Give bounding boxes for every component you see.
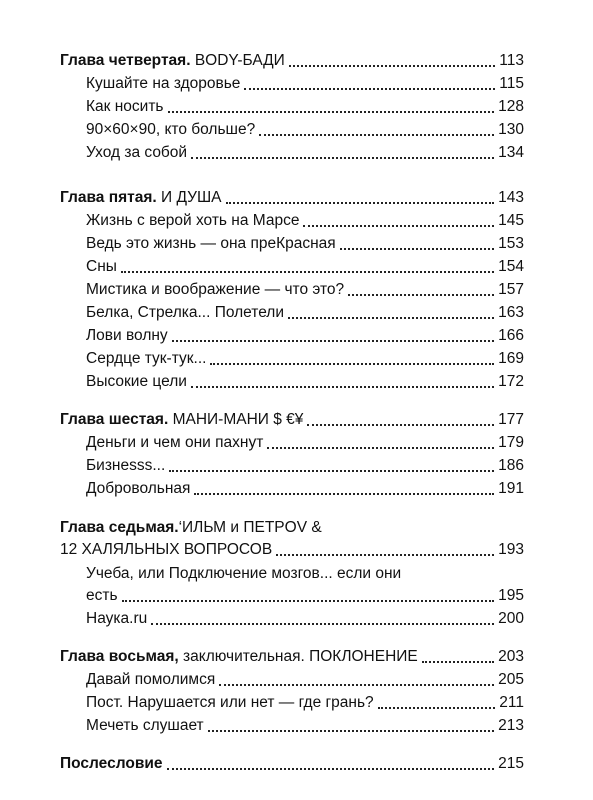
dot-leader bbox=[259, 134, 494, 136]
toc-entry[interactable] bbox=[60, 369, 524, 392]
toc-entry[interactable] bbox=[60, 94, 524, 117]
dot-leader bbox=[121, 271, 494, 273]
page-number: 154 bbox=[498, 258, 524, 275]
toc-entry[interactable] bbox=[60, 300, 524, 323]
page-number: 203 bbox=[498, 648, 524, 665]
entry-title: Добровольная bbox=[86, 480, 191, 497]
page-number: 195 bbox=[498, 587, 524, 604]
page-number: 179 bbox=[498, 434, 524, 451]
page-number: 193 bbox=[498, 541, 524, 558]
toc-entry[interactable] bbox=[60, 667, 524, 690]
dot-leader bbox=[208, 730, 494, 732]
entry-title: Как носить bbox=[86, 98, 164, 115]
entry-title: Мечеть слушает bbox=[86, 717, 204, 734]
toc-chapter-4[interactable] bbox=[60, 48, 524, 71]
entry-title: Сердце тук-тук... bbox=[86, 350, 207, 367]
page-number: 115 bbox=[499, 75, 524, 92]
entry-title: Уход за собой bbox=[86, 144, 188, 161]
toc-chapter-7-line1[interactable] bbox=[60, 514, 524, 537]
page-number: 215 bbox=[498, 755, 524, 772]
entry-title: Бизнеsss... bbox=[86, 457, 166, 474]
entry-title: Деньги и чем они пахнут bbox=[86, 434, 264, 451]
entry-title: Белка, Стрелка... Полетели bbox=[86, 304, 285, 321]
entry-title: Сны bbox=[86, 258, 117, 275]
chapter-title: заключительная. ПОКЛОНЕНИЕ bbox=[178, 648, 418, 665]
chapter-title: МАНИ-МАНИ $ €¥ bbox=[168, 411, 304, 428]
page-number: 143 bbox=[498, 189, 524, 206]
toc-entry[interactable] bbox=[60, 71, 524, 94]
dot-leader bbox=[303, 225, 494, 227]
chapter-label: Глава седьмая. bbox=[60, 519, 179, 536]
dot-leader bbox=[169, 470, 494, 472]
page-number: 166 bbox=[498, 327, 524, 344]
page-number: 200 bbox=[498, 610, 524, 627]
chapter-label: Глава восьмая, bbox=[60, 648, 179, 665]
dot-leader bbox=[307, 424, 494, 426]
toc-chapter-7[interactable] bbox=[60, 537, 524, 560]
toc-chapter-8[interactable] bbox=[60, 644, 524, 667]
page-number: 186 bbox=[498, 457, 524, 474]
dot-leader bbox=[378, 707, 496, 709]
toc-entry[interactable] bbox=[60, 690, 524, 713]
dot-leader bbox=[276, 554, 494, 556]
page-number: 177 bbox=[498, 411, 524, 428]
dot-leader bbox=[168, 111, 495, 113]
toc-entry[interactable] bbox=[60, 208, 524, 231]
page-number: 145 bbox=[498, 212, 524, 229]
dot-leader bbox=[226, 202, 495, 204]
entry-title: Жизнь с верой хоть на Марсе bbox=[86, 212, 300, 229]
dot-leader bbox=[191, 386, 494, 388]
chapter-label: Глава пятая. bbox=[60, 189, 157, 206]
entry-title: 90×60×90, кто больше? bbox=[86, 121, 256, 138]
dot-leader bbox=[122, 600, 495, 602]
dot-leader bbox=[422, 661, 494, 663]
dot-leader bbox=[191, 157, 494, 159]
entry-title: Ведь это жизнь — она преКрасная bbox=[86, 235, 336, 252]
page-number: 213 bbox=[498, 717, 524, 734]
entry-title: Кушайте на здоровье bbox=[86, 75, 241, 92]
page-number: 134 bbox=[498, 144, 524, 161]
toc-entry[interactable] bbox=[60, 277, 524, 300]
toc-entry[interactable] bbox=[60, 713, 524, 736]
toc-entry[interactable] bbox=[60, 117, 524, 140]
dot-leader bbox=[194, 493, 494, 495]
dot-leader bbox=[210, 363, 494, 365]
entry-title: Высокие цели bbox=[86, 373, 187, 390]
page-number: 157 bbox=[498, 281, 524, 298]
toc-entry[interactable] bbox=[60, 323, 524, 346]
spacer bbox=[60, 736, 524, 751]
toc-entry[interactable] bbox=[60, 583, 524, 606]
toc-entry[interactable] bbox=[60, 140, 524, 163]
dot-leader bbox=[244, 88, 495, 90]
toc-chapter-6[interactable] bbox=[60, 407, 524, 430]
dot-leader bbox=[267, 447, 494, 449]
chapter-title-line1: ‘ИЛЬМ и ПЕТРOV & bbox=[178, 519, 322, 536]
spacer bbox=[60, 163, 524, 185]
chapter-label: Глава шестая. bbox=[60, 411, 169, 428]
entry-title: Пост. Нарушается или нет — где грань? bbox=[86, 694, 374, 711]
dot-leader bbox=[348, 294, 494, 296]
toc-chapter-5[interactable] bbox=[60, 185, 524, 208]
page-number: 128 bbox=[498, 98, 524, 115]
toc-entry-line1[interactable] bbox=[60, 560, 524, 583]
page-number: 113 bbox=[499, 52, 524, 69]
page-number: 191 bbox=[498, 480, 524, 497]
page-number: 163 bbox=[498, 304, 524, 321]
spacer bbox=[60, 499, 524, 514]
chapter-label: Глава четвертая. bbox=[60, 52, 191, 69]
page-number: 130 bbox=[498, 121, 524, 138]
toc-afterword[interactable] bbox=[60, 751, 524, 774]
dot-leader bbox=[340, 248, 494, 250]
dot-leader bbox=[288, 317, 494, 319]
toc-entry[interactable] bbox=[60, 453, 524, 476]
toc-entry[interactable] bbox=[60, 606, 524, 629]
chapter-title-line2: 12 ХАЛЯЛЬНЫХ ВОПРОСОВ bbox=[60, 541, 273, 558]
chapter-title: И ДУША bbox=[156, 189, 222, 206]
toc-entry[interactable] bbox=[60, 430, 524, 453]
entry-title: Лови волну bbox=[86, 327, 168, 344]
page-number: 211 bbox=[499, 694, 524, 711]
entry-title: Давай помолимся bbox=[86, 671, 216, 688]
dot-leader bbox=[219, 684, 494, 686]
toc-entry[interactable] bbox=[60, 254, 524, 277]
afterword-title: Послесловие bbox=[60, 755, 163, 772]
dot-leader bbox=[172, 340, 494, 342]
entry-title-line2: есть bbox=[86, 587, 118, 604]
entry-title: Наука.ru bbox=[86, 610, 148, 627]
table-of-contents bbox=[60, 48, 524, 774]
page-number: 205 bbox=[498, 671, 524, 688]
toc-entry[interactable] bbox=[60, 476, 524, 499]
dot-leader bbox=[167, 768, 495, 770]
entry-title: Мистика и воображение — что это? bbox=[86, 281, 345, 298]
toc-entry[interactable] bbox=[60, 231, 524, 254]
dot-leader bbox=[289, 65, 495, 67]
spacer bbox=[60, 629, 524, 644]
page-number: 172 bbox=[498, 373, 524, 390]
dot-leader bbox=[151, 623, 494, 625]
toc-entry[interactable] bbox=[60, 346, 524, 369]
entry-title-line1: Учеба, или Подключение мозгов... если они bbox=[86, 565, 402, 582]
page-number: 169 bbox=[498, 350, 524, 367]
chapter-title: BODY-БАДИ bbox=[190, 52, 285, 69]
spacer bbox=[60, 392, 524, 407]
page-number: 153 bbox=[498, 235, 524, 252]
